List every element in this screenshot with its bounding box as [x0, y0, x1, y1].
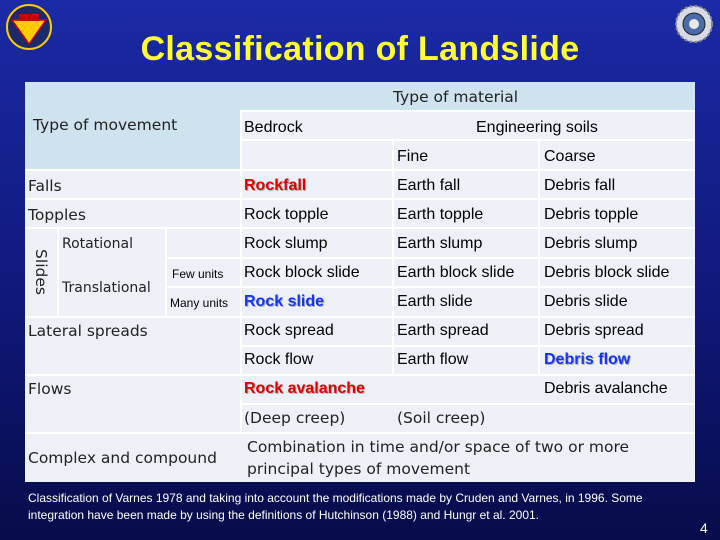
debris-avalanche-cell: Debris avalanche [544, 380, 668, 397]
earth-spread-cell: Earth spread [397, 322, 489, 339]
rock-topple-cell: Rock topple [244, 206, 329, 223]
page-number: 4 [700, 520, 708, 536]
deep-creep-cell: (Deep creep) [244, 409, 346, 427]
slides-label: Slides [32, 249, 50, 295]
rock-slide-cell: Rock slide [244, 293, 325, 310]
rock-spread-cell: Rock spread [244, 322, 334, 339]
slide-title: Classification of Landslide [140, 30, 580, 68]
rock-flow-cell: Rock flow [244, 351, 314, 368]
debris-slide-cell: Debris slide [544, 293, 628, 310]
debris-fall-cell: Debris fall [544, 177, 616, 194]
debris-spread-cell: Debris spread [544, 322, 644, 339]
fine-header: Fine [397, 148, 429, 165]
type-of-movement-label: Type of movement [33, 116, 178, 134]
complex-compound-label: Complex and compound [28, 449, 217, 467]
complex-description-line1: Combination in time and/or space of two or more [247, 438, 630, 456]
falls-label: Falls [28, 177, 62, 195]
earth-flow-cell: Earth flow [397, 351, 469, 368]
rock-block-slide-cell: Rock block slide [244, 264, 360, 281]
classification-table [25, 82, 695, 482]
earth-slide-cell: Earth slide [397, 293, 473, 310]
rock-slump-cell: Rock slump [244, 235, 328, 252]
engineering-soils-header: Engineering soils [476, 119, 598, 136]
debris-flow-cell: Debris flow [544, 351, 631, 368]
complex-description-line2: principal types of movement [247, 460, 471, 478]
earth-slump-cell: Earth slump [397, 235, 483, 252]
topples-label: Topples [28, 206, 86, 224]
bedrock-header: Bedrock [244, 119, 303, 136]
lateral-spreads-label: Lateral spreads [28, 322, 148, 340]
debris-topple-cell: Debris topple [544, 206, 639, 223]
few-units-label: Few units [172, 267, 224, 281]
type-of-material-label: Type of material [393, 88, 519, 106]
translational-label: Translational [62, 280, 151, 296]
soil-creep-cell: (Soil creep) [397, 409, 486, 427]
rock-avalanche-cell: Rock avalanche [244, 380, 365, 397]
earth-fall-cell: Earth fall [397, 177, 461, 194]
debris-block-slide-cell: Debris block slide [544, 264, 670, 281]
rockfall-cell: Rockfall [244, 177, 307, 194]
debris-slump-cell: Debris slump [544, 235, 638, 252]
earth-topple-cell: Earth topple [397, 206, 484, 223]
rotational-label: Rotational [62, 236, 134, 252]
many-units-label: Many units [170, 296, 229, 310]
footer-citation: Classification of Varnes 1978 and taking into account the modifications made by Cruden and Varnes, in 1996. Some integration have been made by using the definitions of Hutchinson (1988) and Hungr et al. 2001. [28, 491, 643, 522]
flows-label: Flows [28, 380, 72, 398]
coarse-header: Coarse [544, 148, 596, 165]
earth-block-slide-cell: Earth block slide [397, 264, 515, 281]
